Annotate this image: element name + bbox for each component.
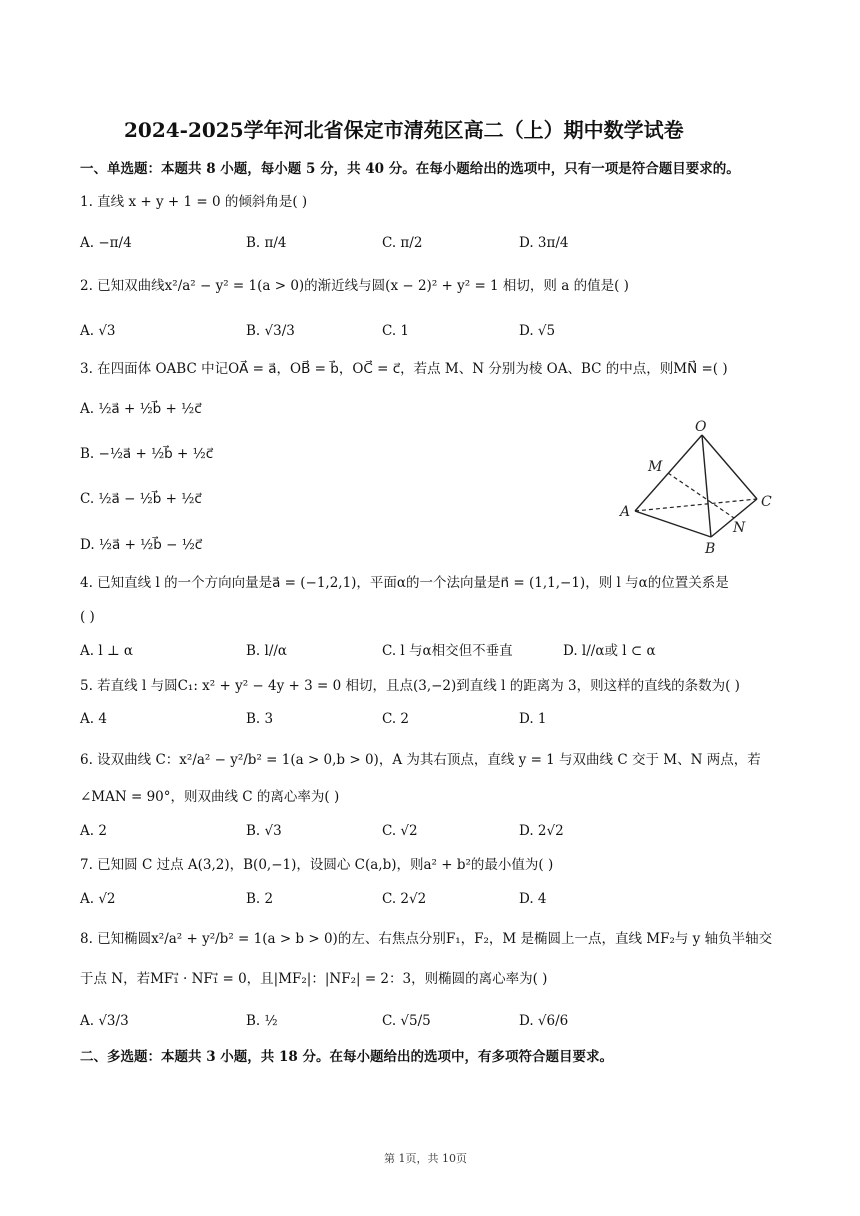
section-heading-single-choice: 一、单选题：本题共 8 小题，每小题 5 分，共 40 分。在每小题给出的选项中，只有一项是符合题目要求的。: [80, 161, 740, 177]
question-2-option-d: D. √5: [519, 323, 556, 339]
question-2-option-a: A. √3: [80, 323, 116, 339]
question-6-stem: 6. 设双曲线 C：x²/a² − y²/b² = 1(a > 0,b > 0)，A 为其右顶点，直线 y = 1 与双曲线 C 交于 M、N 两点，若: [80, 752, 761, 768]
label-n: N: [733, 520, 746, 536]
section-heading-multi-choice: 二、多选题：本题共 3 小题，共 18 分。在每小题给出的选项中，有多项符合题目要求。: [80, 1049, 613, 1065]
question-4-option-c: C. l 与α相交但不垂直: [382, 643, 513, 659]
question-1-option-b: B. π/4: [246, 235, 287, 251]
question-8-option-b: B. ½: [246, 1013, 278, 1029]
question-8-option-a: A. √3/3: [80, 1013, 129, 1029]
page-title: 2024-2025学年河北省保定市清苑区高二（上）期中数学试卷: [124, 118, 684, 142]
question-4-option-a: A. l ⊥ α: [80, 643, 134, 659]
question-5-stem: 5. 若直线 l 与圆C₁: x² + y² − 4y + 3 = 0 相切，且点(3,−2)到直线 l 的距离为 3，则这样的直线的条数为( ): [80, 678, 740, 694]
edge-ob: [702, 435, 711, 537]
question-5-option-c: C. 2: [382, 711, 410, 727]
label-a: A: [620, 504, 631, 520]
question-3-option-d: D. ½a⃗ + ½b⃗ − ½c⃗: [80, 537, 203, 553]
label-c: C: [761, 494, 772, 510]
segment-mn-hidden: [668, 473, 734, 518]
question-8-option-d: D. √6/6: [519, 1013, 569, 1029]
question-4-stem: 4. 已知直线 l 的一个方向向量是a⃗ = (−1,2,1)，平面α的一个法向量是n⃗ = (1,1,−1)，则 l 与α的位置关系是: [80, 575, 729, 591]
question-7-option-d: D. 4: [519, 891, 547, 907]
question-2-option-c: C. 1: [382, 323, 410, 339]
question-8-stem-cont: 于点 N，若MF₁⃗ · NF₁⃗ = 0，且|MF₂|：|NF₂| = 2：3，则椭圆的离心率为( ): [80, 971, 548, 987]
question-1-option-c: C. π/2: [382, 235, 423, 251]
label-m: M: [648, 459, 663, 475]
question-7-stem: 7. 已知圆 C 过点 A(3,2)，B(0,−1)，设圆心 C(a,b)，则a² + b²的最小值为( ): [80, 857, 554, 873]
question-7-option-c: C. 2√2: [382, 891, 427, 907]
question-4-stem-cont: ( ): [80, 609, 95, 625]
edge-oc: [702, 435, 757, 499]
question-7-option-b: B. 2: [246, 891, 274, 907]
question-8-stem: 8. 已知椭圆x²/a² + y²/b² = 1(a > b > 0)的左、右焦点分别F₁，F₂，M 是椭圆上一点，直线 MF₂与 y 轴负半轴交: [80, 931, 773, 947]
question-7-option-a: A. √2: [80, 891, 116, 907]
question-1-stem: 1. 直线 x + y + 1 = 0 的倾斜角是( ): [80, 194, 308, 210]
question-3-option-b: B. −½a⃗ + ½b⃗ + ½c⃗: [80, 446, 214, 462]
label-b: B: [705, 541, 716, 557]
question-1-option-d: D. 3π/4: [519, 235, 569, 251]
question-6-stem-cont: ∠MAN = 90°，则双曲线 C 的离心率为( ): [80, 789, 340, 805]
question-6-option-d: D. 2√2: [519, 823, 564, 839]
question-6-option-b: B. √3: [246, 823, 282, 839]
edge-ac-hidden: [635, 499, 757, 511]
question-1-option-a: A. −π/4: [80, 235, 132, 251]
page-footer: 第 1页，共 10页: [384, 1152, 467, 1165]
question-6-option-c: C. √2: [382, 823, 418, 839]
question-5-option-d: D. 1: [519, 711, 547, 727]
question-8-option-c: C. √5/5: [382, 1013, 431, 1029]
question-6-option-a: A. 2: [80, 823, 107, 839]
question-5-option-b: B. 3: [246, 711, 274, 727]
question-2-option-b: B. √3/3: [246, 323, 295, 339]
tetrahedron-figure: [612, 415, 782, 560]
edge-ab: [635, 511, 711, 537]
question-4-option-b: B. l//α: [246, 643, 288, 659]
question-2-stem: 2. 已知双曲线x²/a² − y² = 1(a > 0)的渐近线与圆(x − 2)² + y² = 1 相切，则 a 的值是( ): [80, 278, 629, 294]
label-o: O: [695, 419, 707, 435]
question-3-option-a: A. ½a⃗ + ½b⃗ + ½c⃗: [80, 401, 202, 417]
question-3-option-c: C. ½a⃗ − ½b⃗ + ½c⃗: [80, 491, 202, 507]
question-3-stem: 3. 在四面体 OABC 中记OA⃗ = a⃗，OB⃗ = b⃗，OC⃗ = c⃗，若点 M、N 分别为棱 OA、BC 的中点，则MN⃗ =( ): [80, 361, 728, 377]
question-5-option-a: A. 4: [80, 711, 107, 727]
question-4-option-d: D. l//α或 l ⊂ α: [563, 643, 656, 659]
